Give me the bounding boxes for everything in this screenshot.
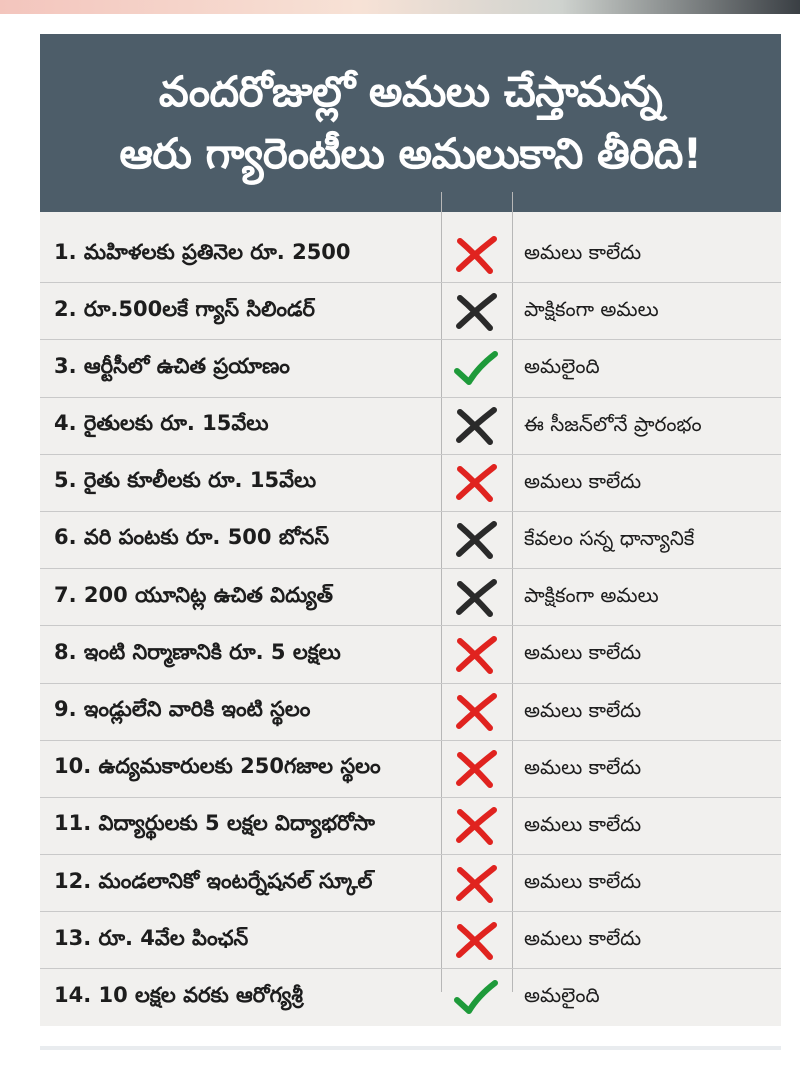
- guarantee-item: 13. రూ. 4వేల పింఛన్: [54, 925, 249, 950]
- table-row: [40, 340, 781, 397]
- guarantee-item: 14. 10 లక్షల వరకు ఆరోగ్యశ్రీ: [54, 982, 303, 1007]
- red-cross-icon: [440, 626, 512, 683]
- implementation-status: అమలు కాలేదు: [524, 869, 642, 894]
- table-row: [40, 398, 781, 455]
- implementation-status: అమలు కాలేదు: [524, 468, 642, 493]
- black-cross-icon: [440, 283, 512, 340]
- guarantee-item: 8. ఇంటి నిర్మాణానికి రూ. 5 లక్షలు: [54, 639, 341, 664]
- red-cross-icon: [440, 455, 512, 512]
- table-row: [40, 798, 781, 855]
- guarantee-item: 1. మహిళలకు ప్రతినెల రూ. 2500: [54, 239, 351, 264]
- bottom-rule: [40, 1046, 781, 1050]
- implementation-status: అమలైంది: [524, 983, 600, 1008]
- headline-line-2: ఆరు గ్యారెంటీలు అమలుకాని తీరిది!: [119, 129, 702, 178]
- table-row: [40, 569, 781, 626]
- implementation-status: అమలైంది: [524, 354, 600, 379]
- red-cross-icon: [440, 912, 512, 969]
- red-cross-icon: [440, 855, 512, 912]
- guarantee-item: 4. రైతులకు రూ. 15వేలు: [54, 411, 269, 436]
- red-cross-icon: [440, 684, 512, 741]
- implementation-status: అమలు కాలేదు: [524, 640, 642, 665]
- table-row: [40, 855, 781, 912]
- implementation-status: పాక్షికంగా అమలు: [524, 583, 659, 608]
- red-cross-icon: [440, 798, 512, 855]
- guarantee-item: 3. ఆర్టీసీలో ఉచిత ప్రయాణం: [54, 353, 290, 378]
- green-check-icon: [440, 969, 512, 1026]
- table-row: [40, 684, 781, 741]
- table-row: [40, 741, 781, 798]
- table-row: [40, 969, 781, 1026]
- guarantee-item: 12. మండలానికో ఇంటర్నేషనల్ స్కూల్: [54, 868, 373, 893]
- implementation-status: అమలు కాలేదు: [524, 697, 642, 722]
- implementation-status: అమలు కాలేదు: [524, 240, 642, 264]
- guarantee-item: 6. వరి పంటకు రూ. 500 బోనస్: [54, 525, 330, 550]
- table-row: [40, 912, 781, 969]
- guarantee-item: 10. ఉద్యమకారులకు 250గజాల స్థలం: [54, 754, 381, 779]
- black-cross-icon: [440, 569, 512, 626]
- implementation-status: అమలు కాలేదు: [524, 754, 642, 779]
- table-row: [40, 626, 781, 683]
- guarantee-item: 11. విద్యార్థులకు 5 లక్షల విద్యాభరోసా: [54, 811, 375, 836]
- guarantee-item: 9. ఇండ్లులేని వారికి ఇంటి స్థలం: [54, 697, 311, 721]
- implementation-status: ఈ సీజన్‌లోనే ప్రారంభం: [524, 411, 702, 436]
- implementation-status: పాక్షికంగా అమలు: [524, 297, 659, 322]
- red-cross-icon: [440, 741, 512, 798]
- table-row: [40, 455, 781, 512]
- table-row: [40, 283, 781, 340]
- guarantee-table: [40, 226, 781, 1027]
- implementation-status: అమలు కాలేదు: [524, 811, 642, 836]
- table-row: [40, 512, 781, 569]
- black-cross-icon: [440, 512, 512, 569]
- red-cross-icon: [440, 226, 512, 283]
- guarantee-item: 2. రూ.500లకే గ్యాస్ సిలిండర్: [54, 296, 315, 321]
- guarantee-item: 7. 200 యూనిట్ల ఉచిత విద్యుత్: [54, 582, 333, 607]
- green-check-icon: [440, 340, 512, 397]
- table-row: [40, 226, 781, 283]
- top-image-strip: [0, 0, 800, 14]
- implementation-status: కేవలం సన్న ధాన్యానికే: [524, 525, 695, 550]
- headline-line-1: వందరోజుల్లో అమలు చేస్తామన్న: [158, 67, 663, 116]
- rows-layer: [40, 34, 781, 1026]
- black-cross-icon: [440, 398, 512, 455]
- implementation-status: అమలు కాలేదు: [524, 926, 642, 951]
- guarantee-item: 5. రైతు కూలీలకు రూ. 15వేలు: [54, 468, 317, 493]
